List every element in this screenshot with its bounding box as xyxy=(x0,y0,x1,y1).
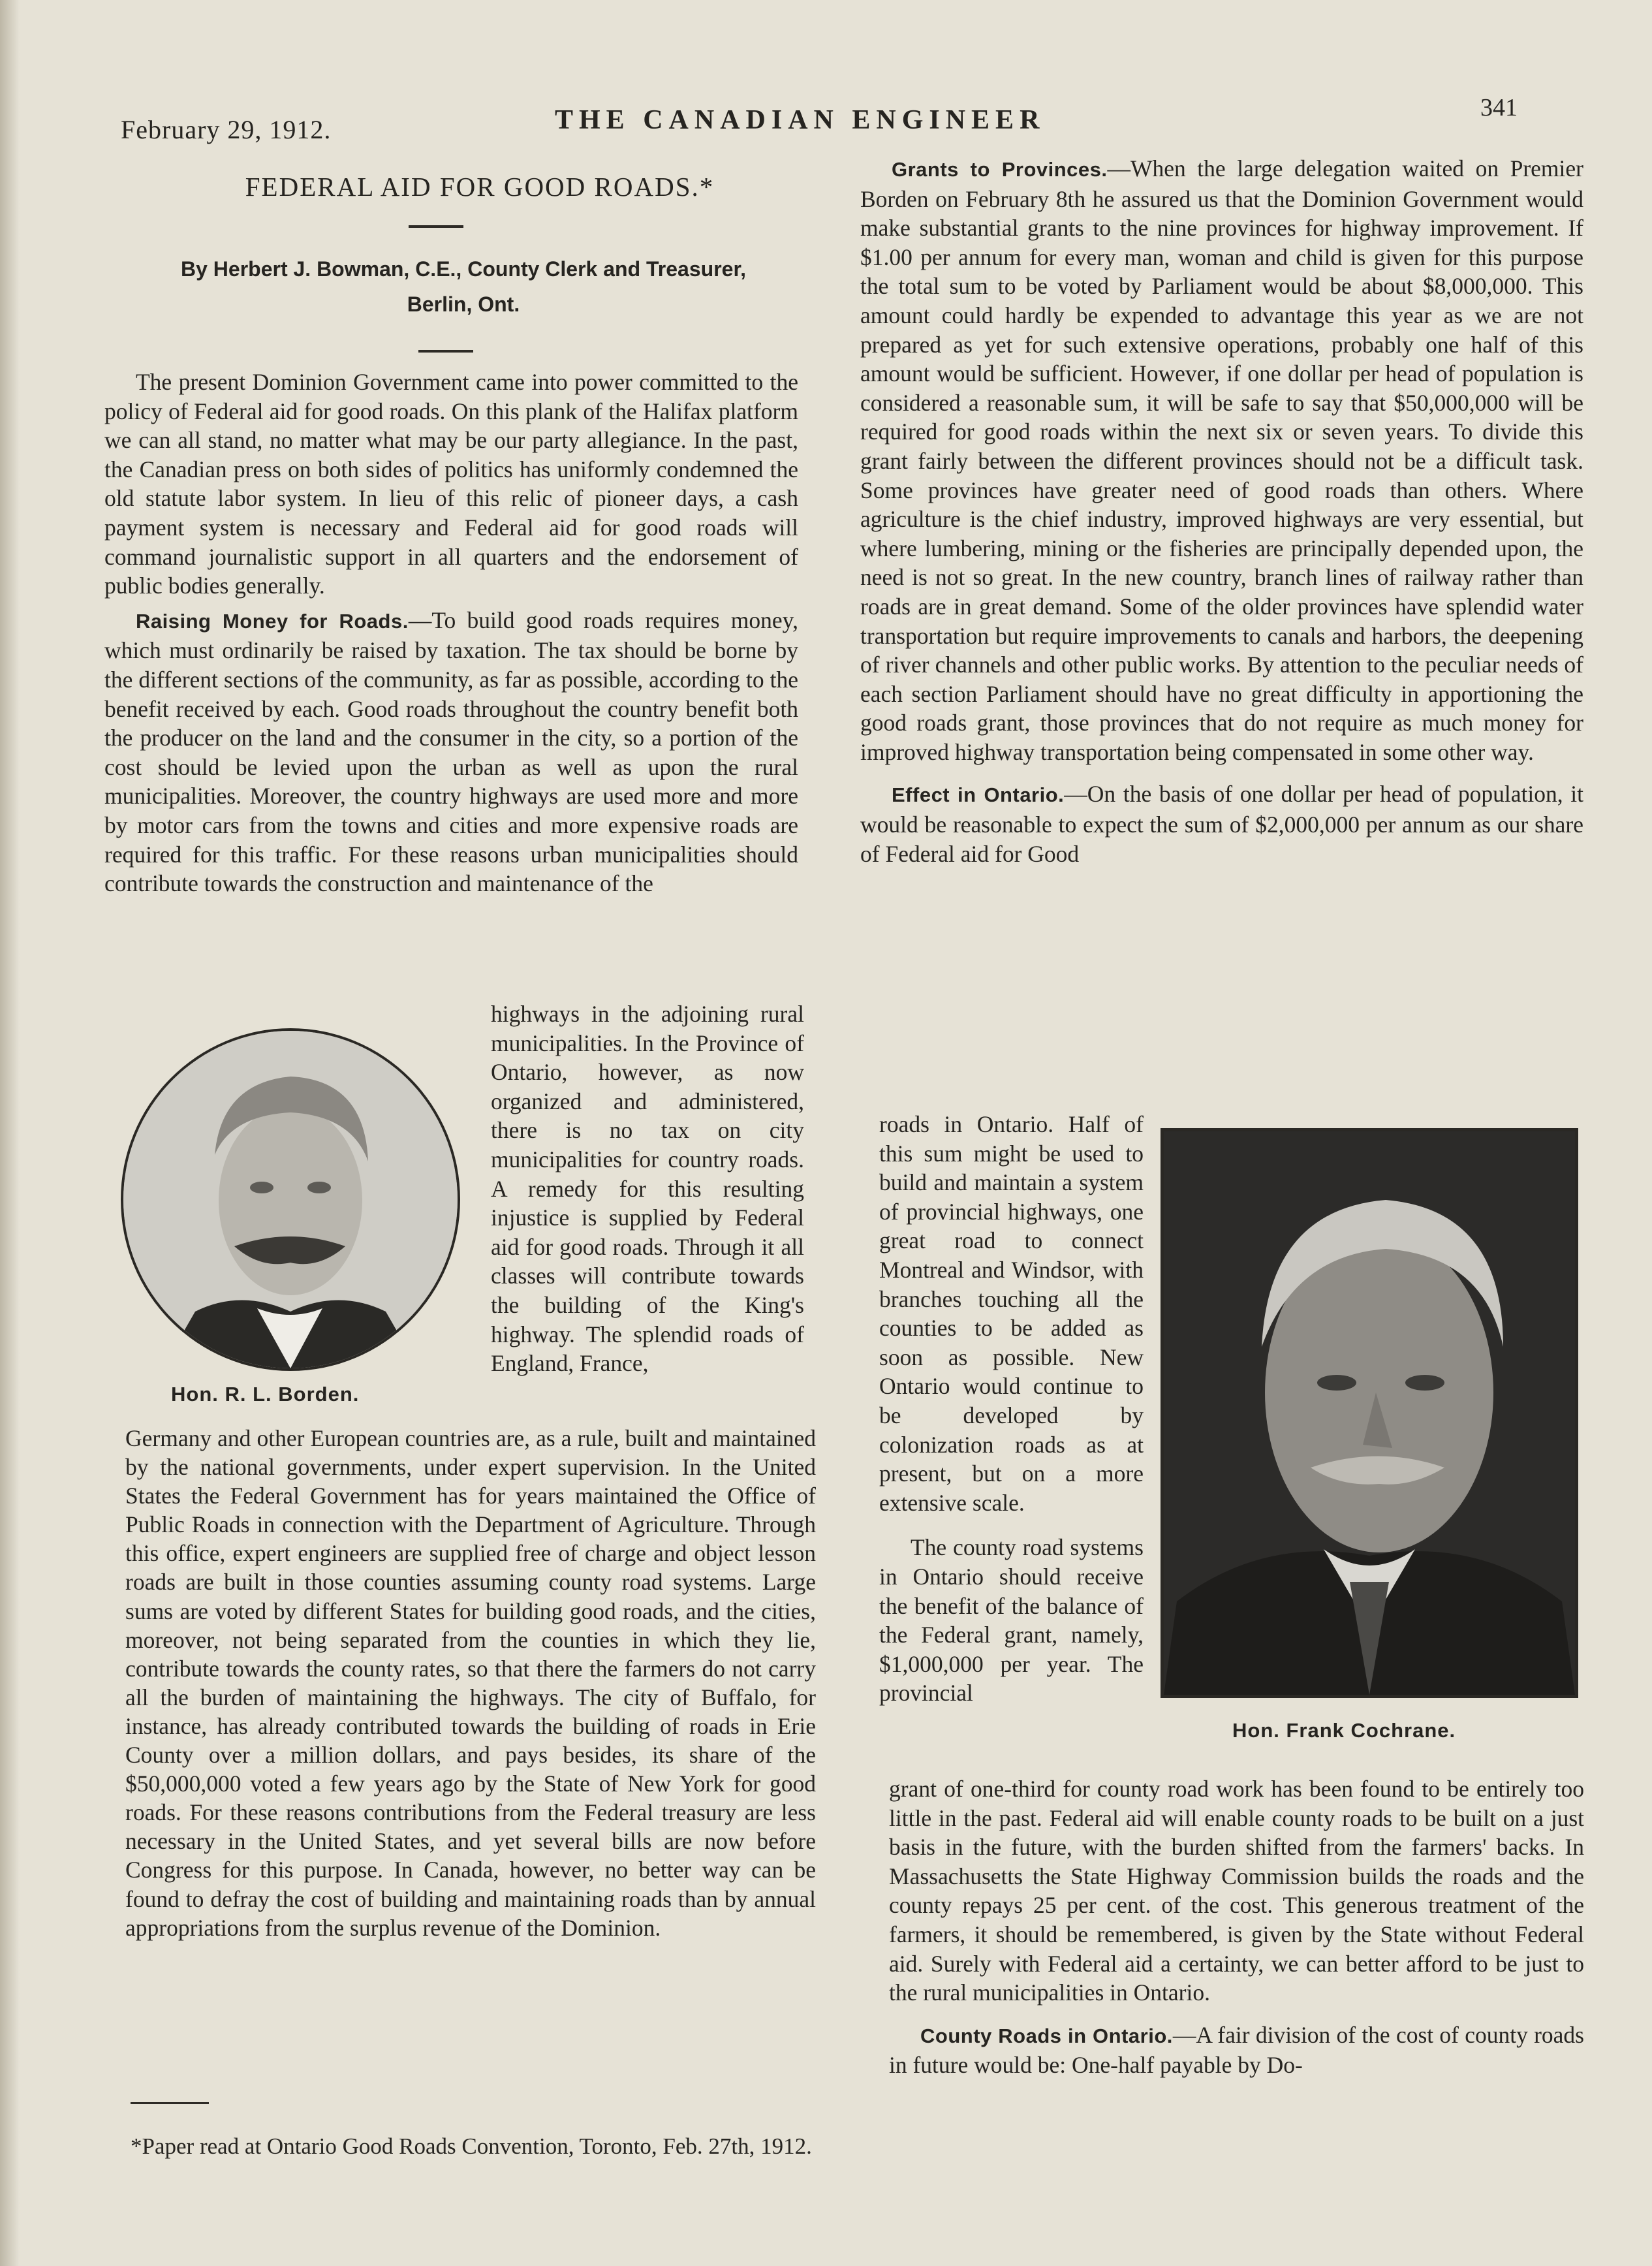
running-head-journal: THE CANADIAN ENGINEER xyxy=(555,105,1046,135)
byline-rule xyxy=(418,350,473,353)
intro-paragraph: The present Dominion Government came into power committed to the policy of Federal aid for good roads. On this plank of the Halifax platform we can all stand, no matter what may be our party allegiance. In the past, the Canadian press on both sides of politics has uniformly condemned the old statute labor system. In lieu of this relic of pioneer days, a cash payment system is necessary and Federal aid for good roads will command journalistic support in all quarters and the endorsement of public bodies generally. xyxy=(104,369,798,599)
raising-wrap-text: highways in the adjoining rural municipalities. In the Province of Ontario, however, as now organized and administered, there is no tax on city municipalities for country roads. A remedy for this resulting injustice is supplied by Federal aid for good roads. Through it all classes will contribute towards the building of the King's highway. The splendid roads of England, France, xyxy=(491,1001,804,1377)
page-binding-shadow xyxy=(0,0,20,2266)
raising-continuation: Germany and other European countries are, as a rule, built and maintained by the national governments, under expert supervision. In the United States the Federal Government has for years maintained the Office of Public Roads in connection with the Department of Agriculture. Through this office, expert engineers are supplied free of charge and object lesson roads are built in those counties assuming county road systems. Large sums are voted by different States for building good roads, and the cities, moreover, not being separated from the counties in which they lie, contribute towards the county rates, so that there the farmers do not carry all the burden of maintaining the highways. The city of Buffalo, for instance, has already contributed towards the building of roads in Erie County over a million dollars, and pays besides, its share of the $50,000,000 voted a few years ago by the State of New York for good roads. For these reasons contributions from the Federal treasury are less necessary in the United States, and yet several bills are now before Congress for this purpose. In Canada, however, no better way can be found to defray the cost of building and maintaining roads than by annual appropriations from the surplus revenue of the Dominion. xyxy=(125,1425,816,1941)
footnote: *Paper read at Ontario Good Roads Convention, Toronto, Feb. 27th, 1912. xyxy=(131,2133,812,2159)
article-title: FEDERAL AID FOR GOOD ROADS.* xyxy=(245,172,715,202)
effect-heading: Effect in Ontario. xyxy=(892,783,1065,807)
cochrane-portrait xyxy=(1161,1128,1578,1698)
borden-portrait xyxy=(121,1028,460,1371)
right-column-wrap xyxy=(879,1110,1144,1708)
county-continuation: grant of one-third for county road work has been found to be entirely too little in the past. Federal aid will enable county roads to be built on a just basis in the future, with the burden shifted from the farmers' backs. In Massachusetts the State Highway Commission builds the roads and the county repays 25 per cent. of the cost. This generous treatment of the farmers, it should be remembered, is given by the State without Federal aid. Surely with Federal aid a certainty, we can better afford to be just to the rural municipalities in Ontario. xyxy=(889,1776,1584,2006)
right-column-bottom xyxy=(889,1774,1584,2080)
raising-heading: Raising Money for Roads. xyxy=(136,609,409,633)
borden-caption: Hon. R. L. Borden. xyxy=(171,1383,360,1406)
cochrane-portrait-illustration xyxy=(1164,1131,1575,1695)
byline xyxy=(98,251,829,322)
raising-paragraph xyxy=(104,606,798,898)
grants-paragraph xyxy=(860,154,1583,766)
running-head-date: February 29, 1912. xyxy=(121,115,332,144)
title-rule xyxy=(409,225,463,228)
raising-body: —To build good roads requires money, which must ordinarily be raised by taxation. The tax should be borne by the different sections of the community, as far as possible, according to the benefit received by each. Good roads throughout the country benefit both the producer on the land and the consumer in the city, so a portion of the cost should be levied upon the urban as well as upon the rural municipalities. Moreover, the country highways are used more and more by motor cars from the towns and cities and more expensive roads are required for this traffic. For these reasons urban municipalities should contribute towards the construction and maintenance of the xyxy=(104,606,798,897)
page-number: 341 xyxy=(1480,94,1518,121)
left-column-bottom xyxy=(125,1424,816,1942)
effect-body: —On the basis of one dollar per head of population, it would be reasonable to expect the sum of $2,000,000 per annum as our share of Federal aid for Good xyxy=(860,781,1584,867)
county-roads-body: —A fair division of the cost of county roads in future would be: One-half payable by Do- xyxy=(889,2021,1584,2079)
cochrane-caption: Hon. Frank Cochrane. xyxy=(1232,1719,1456,1742)
county-roads-paragraph xyxy=(889,2021,1584,2080)
left-column-top xyxy=(104,368,798,898)
effect-wrap-text: roads in Ontario. Half of this sum might be used to build and maintain a system of provincial highways, one great road to connect Montreal and Windsor, with branches touching all the counties to be added as soon as possible. New Ontario would continue to be developed by colonization roads as at present, but on a more extensive scale. xyxy=(879,1111,1144,1516)
county-wrap-text: The county road systems in Ontario should receive the benefit of the balance of the Federal grant, namely, $1,000,000 per year. The provincial xyxy=(879,1534,1144,1707)
borden-portrait-illustration xyxy=(123,1031,458,1368)
right-column-top xyxy=(860,154,1583,868)
grants-body: —When the large delegation waited on Premier Borden on February 8th he assured us that the Dominion Government would make substantial grants to the nine provinces for highway improvement. If $1.00 per annum for every man, woman and child is given for this purpose the total sum to be voted by Parliament would be about $8,000,000. This amount could hardly be expended to advantage this year as we are not prepared as yet for such extensive operations, probably one half of this amount would be sufficient. However, if one dollar per head of population is considered a reasonable sum, it will be safe to say that $50,000,000 will be required for good roads within the next six or seven years. To divide this grant fairly between the different provinces should not be a difficult task. Some provinces have greater need of good roads than others. Where agriculture is the chief industry, improved highways are very essential, but where lumbering, mining or the fisheries are principally depended upon, the need is not so great. In the new country, branch lines of railway rather than roads are in great demand. Some of the older provinces have splendid water transportation but require improvements to canals and harbors, the deepening of river channels and other public works. By attention to the peculiar needs of each section Parliament should have no great difficulty in apportioning the good roads grant, those provinces that do not require as much money for improved highway transportation being compensated in some other way. xyxy=(860,155,1583,765)
effect-paragraph xyxy=(860,779,1583,868)
byline-author: By Herbert J. Bowman, C.E., County Clerk and Treasurer, xyxy=(180,257,747,281)
byline-place: Berlin, Ont. xyxy=(407,292,520,316)
left-column-wrap xyxy=(491,999,804,1378)
county-roads-heading: County Roads in Ontario. xyxy=(920,2024,1173,2047)
grants-heading: Grants to Provinces. xyxy=(892,158,1108,181)
footnote-rule xyxy=(131,2102,209,2104)
